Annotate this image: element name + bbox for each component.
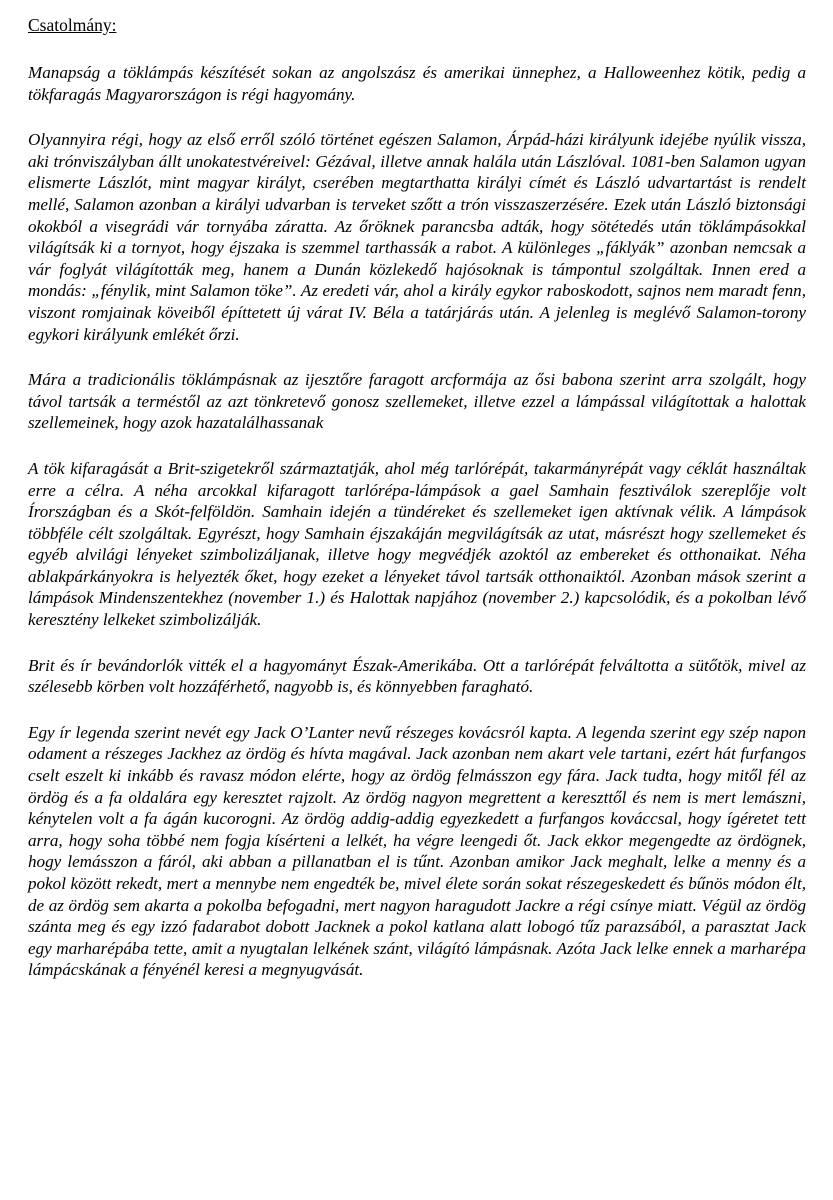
paragraph-jack-legend: Egy ír legenda szerint nevét egy Jack O’Lanter nevű részeges kovácsról kapta. A legenda szerint egy szép napon odament a részeges Jackhez az ördög és hívta magával. Jack azonban nem akart vele tartani, ezért hát furfangos cselt eszelt ki inkább és ravasz módon elérte, hogy az ördög felmásszon egy fára. Jack tudta, hogy mitől fél az ördög és a fa oldalára egy keresztet rajzolt. Az ördög nagyon megrettent a kereszttől és nem is mert lemászni, kénytelen volt a fa ágán kucorogni. Az ördög addig-addig egyezkedett a furfangos kováccsal, hogy ígéretet tett arra, hogy soha többé nem fogja kísérteni a lelkét, ha végre leengedi őt. Jack ekkor megengedte az ördögnek, hogy lemásszon a fáról, aki abban a pillanatban el is tűnt. Azonban amikor Jack meghalt, lelke a menny és a pokol között rekedt, mert a mennybe nem engedték be, mivel élete során sokat részegeskedett és bűnös módon élt, de az ördög sem akarta a pokolba befogadni, mert nagyon haragudott Jackre a régi csínye miatt. Végül az ördög szánta meg és egy izzó fadarabot dobott Jacknek a pokol katlana alatt lobogó tűz parazsából, a parasztat Jack egy marharépába tette, amit a nyugtalan lelkének szánt, világító lámpásnak. Azóta Jack lelke ennek a marharépa lámpácskának a fényénél keresi a megnyugvását. — [28, 722, 806, 980]
document-heading: Csatolmány: — [28, 15, 117, 35]
document-page — [28, 14, 806, 1005]
paragraph-superstition: Mára a tradicionális töklámpásnak az ijesztőre faragott arcformája az ősi babona szerint arra szolgált, hogy távol tartsák a terméstől az azt tönkretevő gonosz szellemeket, illetve ezzel a lámpással világítottak a halottak szellemeinek, hogy azok hazatalálhassanak — [28, 370, 806, 433]
paragraph-intro: Manapság a töklámpás készítését sokan az angolszász és amerikai ünnephez, a Halloweenhez kötik, pedig a tökfaragás Magyarországon is régi hagyomány. — [28, 63, 806, 104]
paragraph-salamon-history: Olyannyira régi, hogy az első erről szóló történet egészen Salamon, Árpád-házi királyunk idejébe nyúlik vissza, aki trónviszályban állt unokatestvéreivel: Gézával, illetve annak halála után Lászlóval. 1081-ben Salamon ugyan elismerte Lászlót, mint magyar királyt, cserében megtarthatta királyi címét és László udvartartást is rendelt mellé, Salamon azonban a királyi udvarban is terveket szőtt a trón visszaszerzésére. Ezek után László biztonsági okokból a visegrádi vár tornyába záratta. Az őröknek parancsba adták, hogy sötétedés után töklámpásokkal világítsák ki a tornyot, hogy éjszaka is szemmel tarthassák a rabot. A különleges „fáklyák” azonban nemcsak a vár foglyát világították meg, hanem a Dunán közlekedő hajósoknak is támpontul szolgáltak. Innen ered a mondás: „fénylik, mint Salamon töke”. Az eredeti vár, ahol a király egykor raboskodott, sajnos nem maradt fenn, viszont romjainak köveiből építtetett új várat IV. Béla a tatárjárás után. A jelenleg is meglévő Salamon-torony egykori királyunk emlékét őrzi. — [28, 130, 806, 344]
paragraph-british-origins: A tök kifaragását a Brit-szigetekről származtatják, ahol még tarlórépát, takarmányrépát vagy céklát használtak erre a célra. A néha arcokkal kifaragott tarlórépa-lámpások a gael Samhain fesztiválok szereplője volt Írországban és a Skót-felföldön. Samhain idején a tündéreket és szellemeket igen aktívnak vélik. A lámpások többféle célt szolgáltak. Egyrészt, hogy Samhain éjszakáján megvilágítsák az utat, másrészt hogy szellemeket és egyéb alvilági lényeket szimbolizáljanak, illetve hogy megvédjék azoktól az embereket és otthonaikat. Néha ablakpárkányokra is helyezték őket, hogy ezeket a lényeket távol tartsák otthonaiktól. Azonban mások szerint a lámpások Mindenszentekhez (november 1.) és Halottak napjához (november 2.) kapcsolódik, és a pokolban lévő keresztény lelkeket szimbolizálják. — [28, 458, 806, 630]
paragraph-north-america: Brit és ír bevándorlók vitték el a hagyományt Észak-Amerikába. Ott a tarlórépát felváltotta a sütőtök, mivel az szélesebb körben volt hozzáférhető, nagyobb is, és könnyebben faragható. — [28, 655, 806, 697]
